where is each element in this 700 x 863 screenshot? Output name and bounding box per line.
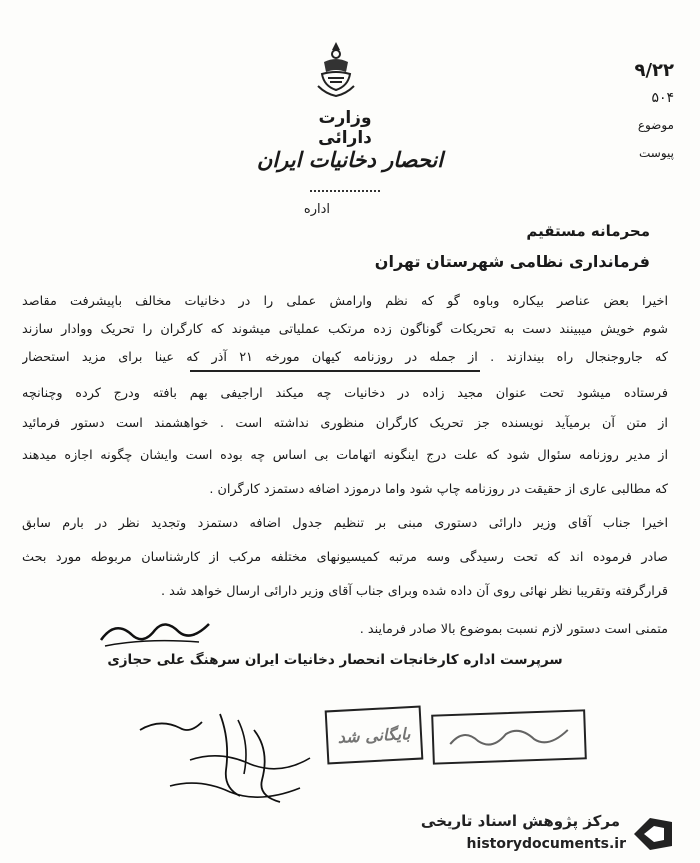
attachment-label: پیوست xyxy=(639,146,674,160)
stamp-scribble xyxy=(444,720,575,755)
signatory-line: سرپرست اداره کارخانجات انحصار دخانیات ایران سرهنگ علی حجازی xyxy=(107,652,563,668)
title-divider xyxy=(310,190,380,192)
body-line: فرستاده میشود تحت عنوان مجید زاده در دخانیات چه میکند اراجیفی بهم بافته ودرج کرده وچنانچه xyxy=(22,386,668,401)
body-line: متمنی است دستور لازم نسبت بموضوع بالا صادر فرمایند . xyxy=(359,622,668,637)
reference-number: ۵۰۴ xyxy=(651,90,674,106)
archive-stamp xyxy=(431,709,587,764)
subject-label: موضوع xyxy=(637,118,674,132)
received-stamp xyxy=(325,706,424,765)
stamp-text: بایگانی شد xyxy=(337,723,411,747)
handwritten-annotation xyxy=(130,700,320,810)
body-line: از متن آن برمیآید نویسنده جز تحریک کارگران منظوری نداشته است . خواهشمند است دستور فرمائید xyxy=(22,416,668,431)
body-line: که جاروجنجال راه بیندازند . از جمله در روزنامه کیهان مورخه ۲۱ آذر که عینا برای مزید استحضار xyxy=(22,350,668,365)
body-line: اخیرا بعض عناصر بیکاره وباوه گو که نظم وارامش عملی را در دخانیات مخالف باپیشرفت مقاصد xyxy=(22,294,668,309)
recipient-line: فرمانداری نظامی شهرستان تهران xyxy=(374,252,650,271)
body-line: صادر فرموده اند که تحت رسیدگی وسه مرتبه کمیسیونهای مختلفه مرکب از کارشناسان مربوطه مورد بحث xyxy=(22,550,668,565)
watermark-logo-icon xyxy=(630,814,676,854)
department-label: اداره xyxy=(303,202,330,217)
underline-mark xyxy=(190,370,480,372)
company-title: انحصار دخانیات ایران xyxy=(256,148,444,172)
classification-label: محرمانه مستقیم xyxy=(526,222,650,240)
body-line: که مطالبی عاری از حقیقت در روزنامه چاپ شود واما درموزد اضافه دستمزد کارگران . xyxy=(209,482,668,497)
body-line: از مدیر روزنامه سئوال شود که علت درج اینگونه اتهامات بی اساس چه بوده است وایشان چگونه اجازه میدهند xyxy=(22,448,668,463)
body-line: اخیرا جناب آقای وزیر دارائی دستوری مبنی بر تنظیم جدول اضافه دستمزد وتجدید نظر در بارم سابق xyxy=(22,516,668,531)
watermark-url: historydocuments.ir xyxy=(466,836,626,852)
reference-date: ۹/۲۲ xyxy=(634,60,674,81)
body-line: قرارگرفته وتقریبا نظر نهائی روی آن داده شده وبرای جناب آقای وزیر دارائی ارسال خواهد شد . xyxy=(160,584,668,599)
signature-mark xyxy=(95,612,215,652)
body-line: شوم خویش میبینند دست به تحریکات گوناگون زده مرتکب عملیاتی میشوند که کارگران را تحریک ووادار سازند xyxy=(22,322,668,337)
ministry-title: وزارت دارائی xyxy=(318,108,372,148)
royal-crest-emblem xyxy=(316,40,356,100)
watermark-name: مرکز پژوهش اسناد تاریخی xyxy=(420,812,620,830)
